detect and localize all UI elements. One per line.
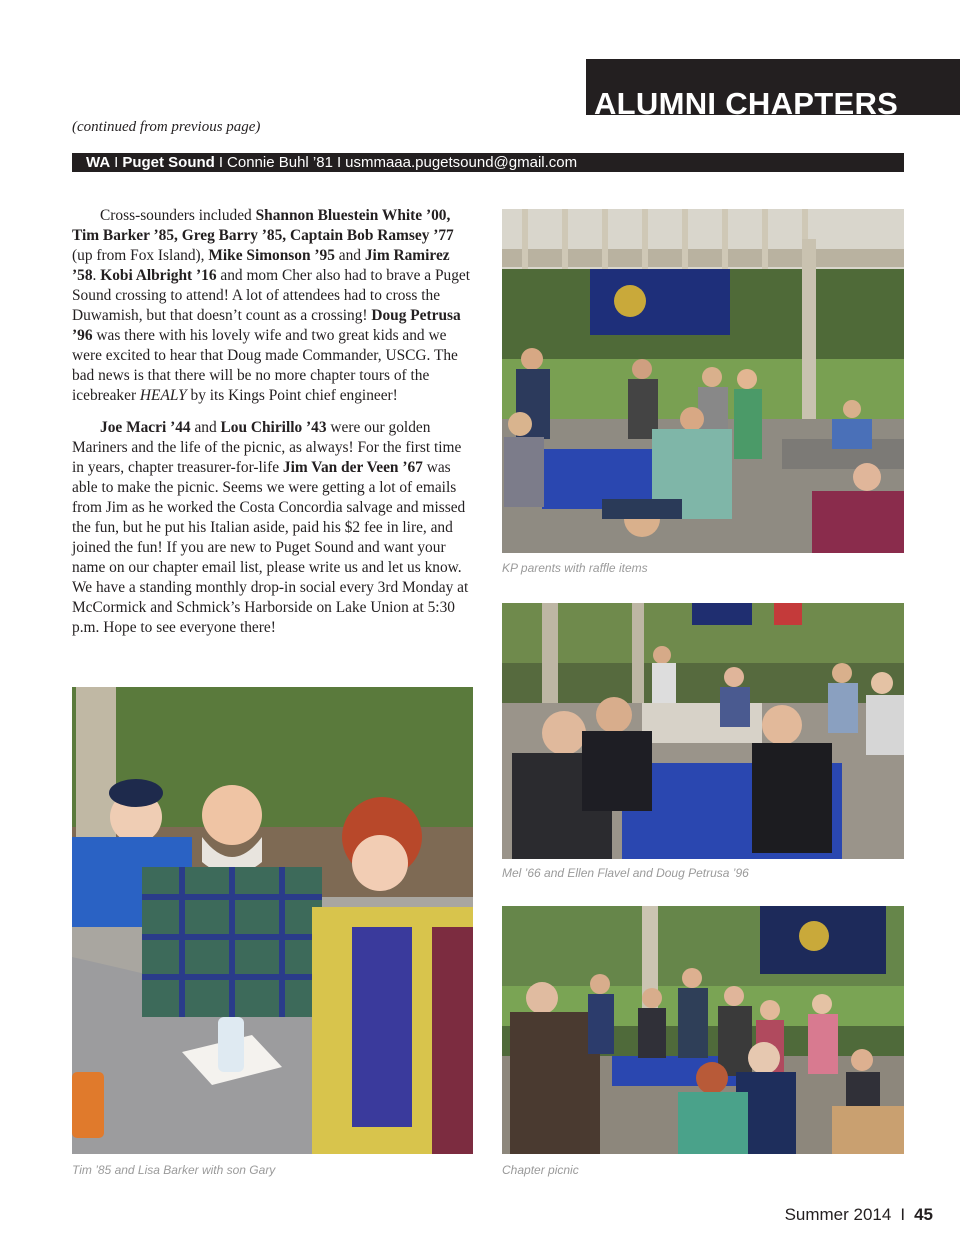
article-body (72, 206, 472, 650)
photo-raffle-items (502, 209, 904, 553)
chapter-contact: Connie Buhl ’81 (227, 154, 333, 171)
article-paragraph-2 (72, 418, 472, 638)
continued-note: (continued from previous page) (72, 119, 261, 135)
bold-name-run: Jim Ramirez ’58 (72, 247, 450, 284)
page-footer (785, 1205, 933, 1225)
bold-name-run: Kobi Albright ’16 (100, 267, 217, 284)
text-run: was able to make the picnic. Seems we were getting a lot of emails from Jim as he worked the Costa Concordia salvage and missed the fun, but he put his Italian aside, paid his $2 fee in lire, and joined the fun! If you are new to Puget Sound and want your name on our chapter email list, please write us and let us know. We have a standing monthly drop-in social every 3rd Monday at McCormick and Schmick’s Harborside on Lake Union at 5:30 p.m. Hope to see everyone there! (72, 459, 469, 636)
footer-separator: I (900, 1205, 906, 1224)
text-run: (up from Fox Island), (72, 247, 209, 264)
section-title: ALUMNI CHAPTERS (594, 86, 899, 115)
bold-name-run: Lou Chirillo ’43 (220, 419, 327, 436)
bold-name-run: Jim Van der Veen ’67 (282, 459, 423, 476)
text-run: by its Kings Point chief engineer! (186, 387, 398, 404)
chapter-state: WA (86, 154, 111, 171)
text-run: and (334, 247, 365, 264)
photo-chapter-picnic (502, 906, 904, 1154)
caption-barker-family: Tim ’85 and Lisa Barker with son Gary (72, 1163, 276, 1177)
caption-flavel-petrusa: Mel ’66 and Ellen Flavel and Doug Petrusa ’96 (502, 866, 749, 880)
text-run: was there with his lovely wife and two great kids and we were excited to hear that Doug made Commander, USCG. The bad news is that there will be no more chapter tours of the icebreaker (72, 327, 458, 404)
issue-label: Summer 2014 (784, 1205, 892, 1224)
text-run: . (92, 267, 101, 284)
caption-raffle-items: KP parents with raffle items (502, 561, 648, 575)
bold-name-run: Mike Simonson ’95 (208, 247, 335, 264)
text-run: Cross-sounders included (100, 207, 256, 224)
photo-barker-family (72, 687, 473, 1154)
separator: I (336, 154, 342, 171)
italic-run: HEALY (139, 387, 187, 404)
bold-name-run: Doug Petrusa ’96 (72, 307, 461, 344)
separator: I (114, 154, 119, 171)
caption-chapter-picnic: Chapter picnic (502, 1163, 579, 1177)
chapter-email: usmmaaa.pugetsound@gmail.com (345, 154, 578, 171)
chapter-info-bar (72, 153, 904, 172)
bold-name-run: Joe Macri ’44 (100, 419, 191, 436)
photo-flavel-petrusa (502, 603, 904, 859)
chapter-name: Puget Sound (122, 154, 215, 171)
page-number: 45 (914, 1205, 933, 1224)
text-run: and (190, 419, 221, 436)
bold-name-run: Shannon Bluestein White ’00, Tim Barker ’85, Greg Barry ’85, Captain Bob Ramsey ’77 (72, 207, 454, 244)
text-run: and mom Cher also had to brave a Puget Sound crossing to attend! A lot of attendees had to cross the Duwamish, but that doesn’t count as a crossing! (72, 267, 471, 324)
section-header-tab (586, 59, 960, 115)
text-run: were our golden Mariners and the life of the picnic, as always! For the first time in years, chapter treasurer-for-life (72, 419, 462, 476)
separator: I (218, 154, 224, 171)
article-paragraph-1 (72, 206, 472, 406)
